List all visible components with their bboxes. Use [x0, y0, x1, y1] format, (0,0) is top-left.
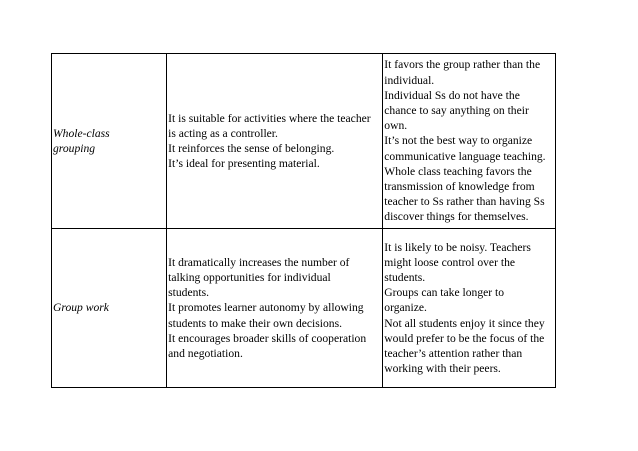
advantages-cell: [167, 54, 383, 229]
table-row-group-work: [52, 229, 556, 388]
disadvantage-line: might loose control over the: [384, 255, 516, 269]
disadvantage-line: Individual Ss do not have the: [384, 88, 520, 102]
advantage-line: students.: [168, 286, 210, 300]
advantage-line: It dramatically increases the number of: [168, 255, 350, 269]
advantage-line: talking opportunities for individual: [168, 270, 331, 284]
grouping-comparison-table: [51, 53, 556, 388]
row-label-cell: [52, 229, 167, 388]
disadvantage-line: It is likely to be noisy. Teachers: [384, 240, 531, 254]
advantages-cell: [167, 229, 383, 388]
row-label-cell: [52, 54, 167, 229]
disadvantage-line: would prefer to be the focus of the: [384, 331, 545, 345]
disadvantage-line: chance to say anything on their: [384, 103, 529, 117]
disadvantage-line: individual.: [384, 73, 435, 87]
disadvantage-line: transmission of knowledge from: [384, 180, 535, 193]
table-row-whole-class: [52, 54, 556, 229]
advantage-line: is acting as a controller.: [168, 126, 278, 140]
disadvantage-line: Groups can take longer to: [384, 286, 505, 300]
disadvantage-line: Not all students enjoy it since they: [384, 316, 545, 330]
advantage-line: It reinforces the sense of belonging.: [168, 142, 335, 155]
disadvantage-line: It’s not the best way to organize: [384, 134, 533, 148]
row-label-line: Group work: [53, 301, 109, 315]
disadvantage-line: teacher to Ss rather than having Ss: [384, 195, 545, 209]
row-label-line: Whole-class: [53, 126, 110, 140]
disadvantage-line: It favors the group rather than the: [384, 58, 541, 72]
disadvantage-line: own.: [384, 119, 408, 133]
disadvantage-line: organize.: [384, 301, 427, 315]
advantage-line: students to make their own decisions.: [168, 316, 343, 330]
advantage-line: It is suitable for activities where the teacher: [168, 111, 371, 125]
disadvantage-line: discover things for themselves.: [384, 210, 529, 224]
disadvantages-cell: [383, 54, 556, 229]
disadvantage-line: teacher’s attention rather than: [384, 347, 523, 360]
disadvantage-line: working with their peers.: [384, 362, 501, 376]
advantage-line: It encourages broader skills of cooperation: [168, 331, 367, 345]
disadvantage-line: communicative language teaching.: [384, 149, 546, 163]
advantage-line: It’s ideal for presenting material.: [168, 157, 320, 171]
row-label-line: grouping: [53, 142, 96, 155]
advantage-line: It promotes learner autonomy by allowing: [168, 301, 364, 315]
disadvantages-cell: [383, 229, 556, 388]
disadvantage-line: students.: [384, 270, 426, 284]
disadvantage-line: Whole class teaching favors the: [384, 164, 532, 178]
advantage-line: and negotiation.: [168, 347, 243, 360]
